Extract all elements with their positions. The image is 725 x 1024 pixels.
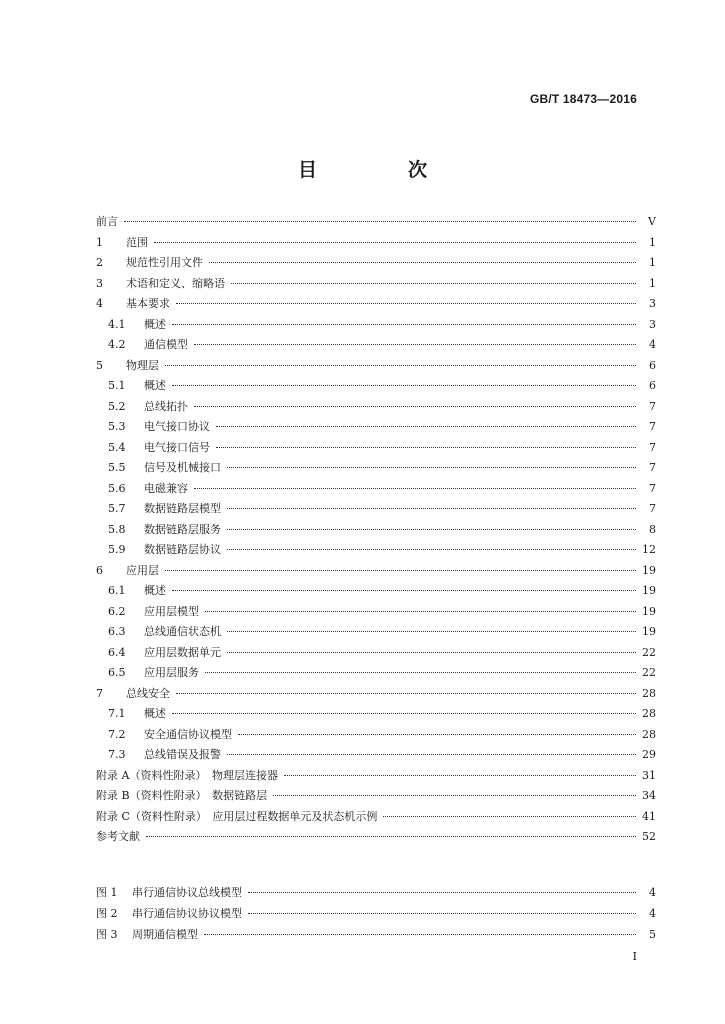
toc-entry[interactable] xyxy=(96,458,656,479)
entry-title: 电磁兼容 xyxy=(144,481,188,495)
entry-page-number: 3 xyxy=(649,297,656,310)
toc-entry[interactable] xyxy=(96,499,656,520)
entry-title: 周期通信模型 xyxy=(132,928,198,941)
dot-leader xyxy=(204,934,636,935)
toc-entry[interactable] xyxy=(96,438,656,459)
dot-leader xyxy=(216,426,636,427)
page-title: 目 次 xyxy=(297,159,463,181)
entry-title: 电气接口协议 xyxy=(144,420,210,433)
entry-number: 5.1 xyxy=(108,379,126,392)
entry-title: 应用层模型 xyxy=(144,604,199,618)
entry-title: 通信模型 xyxy=(144,338,188,351)
entry-page-number: Ⅴ xyxy=(648,215,656,228)
entry-number: 4.1 xyxy=(108,317,126,331)
toc-entry[interactable] xyxy=(96,622,656,643)
entry-title: 总线错误及报警 xyxy=(144,748,221,761)
entry-number: 5.6 xyxy=(108,481,126,495)
toc-entry[interactable] xyxy=(96,233,656,254)
toc-entry[interactable] xyxy=(96,274,656,295)
dot-leader xyxy=(205,611,636,612)
dot-leader xyxy=(205,672,636,673)
toc-entry[interactable] xyxy=(96,643,656,664)
toc-entry[interactable] xyxy=(96,356,656,377)
dot-leader xyxy=(194,406,636,407)
entry-page-number: 7 xyxy=(649,502,656,515)
entry-number: 5 xyxy=(96,358,103,372)
entry-number: 7.1 xyxy=(108,707,126,720)
entry-title: 串行通信协议协议模型 xyxy=(132,907,242,920)
entry-page-number: 4 xyxy=(649,907,656,920)
entry-number: 4.2 xyxy=(108,338,126,351)
standard-code: GB/T 18473—2016 xyxy=(529,92,637,106)
dot-leader xyxy=(176,303,636,304)
entry-number: 7.2 xyxy=(108,727,126,741)
dot-leader xyxy=(383,816,636,817)
entry-page-number: 19 xyxy=(642,563,656,577)
entry-page-number: 5 xyxy=(649,928,656,941)
dot-leader xyxy=(227,529,636,530)
toc-entry[interactable] xyxy=(96,253,656,274)
entry-title: 术语和定义、缩略语 xyxy=(126,276,225,290)
toc-entry[interactable] xyxy=(96,745,656,766)
dot-leader xyxy=(238,734,636,735)
list-of-figures xyxy=(96,882,656,945)
dot-leader xyxy=(165,365,636,366)
entry-page-number: 6 xyxy=(649,379,656,392)
toc-entry[interactable] xyxy=(96,786,656,807)
toc-entry[interactable] xyxy=(96,581,656,602)
entry-number: 5.9 xyxy=(108,543,126,556)
entry-title: 电气接口信号 xyxy=(144,440,210,454)
toc-entry[interactable] xyxy=(96,397,656,418)
entry-number: 图 2 xyxy=(96,907,118,920)
entry-title: 数据链路层服务 xyxy=(144,522,221,536)
entry-title: 应用层数据单元 xyxy=(144,645,221,659)
toc-entry[interactable] xyxy=(96,520,656,541)
toc-entry[interactable] xyxy=(96,294,656,315)
entry-title: 附录 B（资料性附录） 数据链路层 xyxy=(96,789,268,802)
toc-entry[interactable] xyxy=(96,561,656,582)
entry-number: 6.3 xyxy=(108,625,126,638)
dot-leader xyxy=(165,570,636,571)
toc-entry[interactable] xyxy=(96,684,656,705)
entry-number: 6 xyxy=(96,563,103,577)
entry-title: 概述 xyxy=(144,707,166,720)
entry-title: 总线通信状态机 xyxy=(144,625,221,638)
entry-title: 范围 xyxy=(126,235,148,249)
entry-title: 物理层 xyxy=(126,358,159,372)
entry-number: 6.4 xyxy=(108,645,126,659)
dot-leader xyxy=(172,324,636,325)
entry-page-number: 4 xyxy=(649,886,656,899)
entry-page-number: 22 xyxy=(642,666,656,679)
entry-page-number: 7 xyxy=(649,481,656,495)
dot-leader xyxy=(227,754,636,755)
toc-entry[interactable] xyxy=(96,212,656,233)
dot-leader xyxy=(227,631,636,632)
entry-title: 数据链路层协议 xyxy=(144,543,221,556)
entry-number: 5.4 xyxy=(108,440,126,454)
entry-title: 信号及机械接口 xyxy=(144,461,221,474)
entry-number: 图 1 xyxy=(96,886,118,899)
entry-title: 总线安全 xyxy=(126,686,170,700)
entry-number: 5.7 xyxy=(108,502,126,515)
entry-page-number: 7 xyxy=(649,461,656,474)
entry-page-number: 52 xyxy=(642,830,656,843)
entry-page-number: 28 xyxy=(642,707,656,720)
entry-page-number: 3 xyxy=(649,317,656,331)
entry-title: 基本要求 xyxy=(126,297,170,310)
entry-page-number: 8 xyxy=(649,522,656,536)
dot-leader xyxy=(124,221,636,222)
dot-leader xyxy=(176,693,636,694)
entry-page-number: 1 xyxy=(649,276,656,290)
entry-page-number: 19 xyxy=(642,584,656,597)
entry-title: 应用层 xyxy=(126,563,159,577)
toc-entry[interactable] xyxy=(96,602,656,623)
entry-title: 概述 xyxy=(144,317,166,331)
entry-number: 1 xyxy=(96,235,103,249)
entry-number: 5.5 xyxy=(108,461,126,474)
entry-title: 串行通信协议总线模型 xyxy=(132,886,242,899)
toc-entry[interactable] xyxy=(96,417,656,438)
entry-number: 7 xyxy=(96,686,103,700)
entry-page-number: 7 xyxy=(649,440,656,454)
dot-leader xyxy=(146,836,636,837)
entry-page-number: 22 xyxy=(642,645,656,659)
dot-leader xyxy=(273,795,636,796)
dot-leader xyxy=(227,549,636,550)
entry-number: 5.3 xyxy=(108,420,126,433)
entry-title: 前言 xyxy=(96,215,118,228)
entry-page-number: 1 xyxy=(649,256,656,269)
figure-entry[interactable] xyxy=(96,903,656,924)
dot-leader xyxy=(194,344,636,345)
entry-title: 数据链路层模型 xyxy=(144,502,221,515)
toc-entry[interactable] xyxy=(96,704,656,725)
entry-page-number: 19 xyxy=(642,604,656,618)
entry-title: 安全通信协议模型 xyxy=(144,727,232,741)
entry-number: 4 xyxy=(96,297,103,310)
entry-page-number: 7 xyxy=(649,399,656,413)
toc-entry[interactable] xyxy=(96,315,656,336)
toc-entry[interactable] xyxy=(96,766,656,787)
entry-title: 附录 A（资料性附录） 物理层连接器 xyxy=(96,768,278,782)
entry-page-number: 4 xyxy=(649,338,656,351)
entry-page-number: 19 xyxy=(642,625,656,638)
toc-entry[interactable] xyxy=(96,663,656,684)
toc-entry[interactable] xyxy=(96,335,656,356)
entry-number: 5.2 xyxy=(108,399,126,413)
dot-leader xyxy=(227,467,636,468)
figure-entry[interactable] xyxy=(96,882,656,903)
dot-leader xyxy=(172,385,636,386)
entry-title: 附录 C（资料性附录） 应用层过程数据单元及状态机示例 xyxy=(96,809,378,823)
entry-title: 参考文献 xyxy=(96,830,140,843)
entry-title: 概述 xyxy=(144,584,166,597)
footer-page-number: I xyxy=(632,950,637,963)
entry-number: 2 xyxy=(96,256,103,269)
toc-entry[interactable] xyxy=(96,376,656,397)
dot-leader xyxy=(194,488,636,489)
entry-title: 总线拓扑 xyxy=(144,399,188,413)
table-of-contents xyxy=(96,212,656,848)
entry-page-number: 7 xyxy=(649,420,656,433)
dot-leader xyxy=(227,652,636,653)
entry-page-number: 41 xyxy=(642,809,656,823)
toc-entry[interactable] xyxy=(96,540,656,561)
dot-leader xyxy=(172,713,636,714)
dot-leader xyxy=(209,262,636,263)
entry-number: 图 3 xyxy=(96,928,118,941)
dot-leader xyxy=(154,242,636,243)
entry-title: 规范性引用文件 xyxy=(126,256,203,269)
dot-leader xyxy=(172,590,636,591)
entry-number: 6.2 xyxy=(108,604,126,618)
dot-leader xyxy=(227,508,636,509)
toc-entry[interactable] xyxy=(96,725,656,746)
entry-number: 5.8 xyxy=(108,522,126,536)
entry-number: 6.1 xyxy=(108,584,126,597)
dot-leader xyxy=(216,447,636,448)
entry-title: 概述 xyxy=(144,379,166,392)
entry-page-number: 6 xyxy=(649,358,656,372)
toc-entry[interactable] xyxy=(96,827,656,848)
entry-title: 应用层服务 xyxy=(144,666,199,679)
entry-number: 6.5 xyxy=(108,666,126,679)
dot-leader xyxy=(248,913,636,914)
entry-number: 3 xyxy=(96,276,103,290)
entry-page-number: 31 xyxy=(642,768,656,782)
dot-leader xyxy=(284,775,636,776)
figure-entry[interactable] xyxy=(96,924,656,945)
entry-page-number: 12 xyxy=(642,543,656,556)
toc-entry[interactable] xyxy=(96,807,656,828)
entry-page-number: 28 xyxy=(642,686,656,700)
entry-page-number: 1 xyxy=(649,235,656,249)
entry-page-number: 28 xyxy=(642,727,656,741)
toc-entry[interactable] xyxy=(96,479,656,500)
entry-page-number: 29 xyxy=(642,748,656,761)
entry-page-number: 34 xyxy=(642,789,656,802)
dot-leader xyxy=(248,892,636,893)
dot-leader xyxy=(231,283,636,284)
entry-number: 7.3 xyxy=(108,748,126,761)
